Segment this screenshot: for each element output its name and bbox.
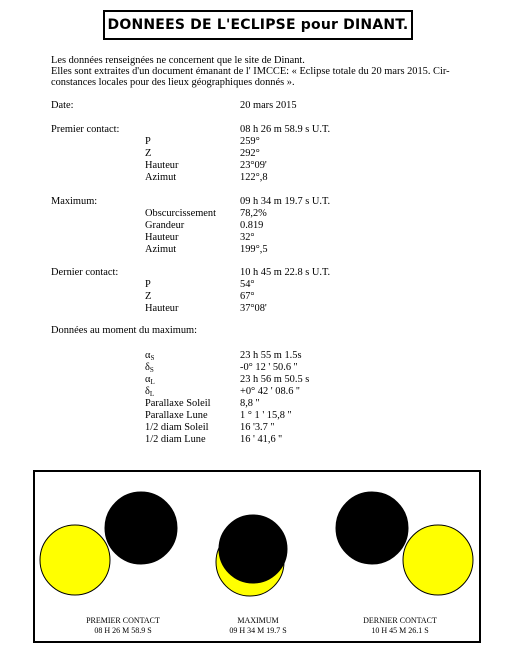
dernier-contact-label: Dernier contact: (51, 267, 119, 278)
parallaxe-soleil-value: 8,8 '' (240, 398, 260, 409)
premier-key: Z (145, 148, 152, 159)
sun-disc-premier (40, 525, 110, 595)
subscript: L (149, 390, 155, 398)
caption-name: MAXIMUM (237, 616, 279, 625)
page-title: DONNEES DE L'ECLIPSE pour DINANT. (103, 10, 413, 40)
dernier-value: 67° (240, 291, 255, 302)
maximum-value: 199°,5 (240, 244, 268, 255)
premier-value: 23°09' (240, 160, 267, 171)
alpha-l-value: 23 h 56 m 50.5 s (240, 374, 310, 385)
maximum-key: Hauteur (145, 232, 179, 243)
premier-value: 122°,8 (240, 172, 268, 183)
subscript: S (150, 354, 155, 362)
caption-time: 09 H 34 M 19.7 S (229, 625, 287, 635)
intro-text (51, 55, 451, 89)
subscript: S (149, 366, 154, 374)
premier-contact-label: Premier contact: (51, 124, 120, 135)
premier-key: P (145, 136, 151, 147)
dernier-key: Hauteur (145, 303, 179, 314)
dernier-key: P (145, 279, 151, 290)
caption-maximum (203, 616, 313, 635)
maximum-key: Grandeur (145, 220, 185, 231)
premier-contact-time: 08 h 26 m 58.9 s U.T. (240, 124, 331, 135)
moon-disc-dernier (336, 492, 408, 564)
intro-line: Les données renseignées ne concernent que le site de Dinant. (51, 55, 305, 66)
caption-time: 10 H 45 M 26.1 S (371, 625, 429, 635)
maximum-key: Azimut (145, 244, 177, 255)
moon-disc-premier (105, 492, 177, 564)
caption-name: PREMIER CONTACT (86, 616, 160, 625)
demi-diam-lune-value: 16 ' 41,6 '' (240, 434, 282, 445)
caption-time: 08 H 26 M 58.9 S (94, 625, 152, 635)
caption-premier-contact (68, 616, 178, 635)
caption-dernier-contact (345, 616, 455, 635)
parallaxe-soleil-label: Parallaxe Soleil (145, 398, 211, 409)
demi-diam-soleil-label: 1/2 diam Soleil (145, 422, 209, 433)
subscript: L (150, 378, 155, 386)
eclipse-diagram (33, 470, 481, 643)
demi-diam-soleil-value: 16 '3.7 '' (240, 422, 275, 433)
maximum-time: 09 h 34 m 19.7 s U.T. (240, 196, 331, 207)
dernier-contact-time: 10 h 45 m 22.8 s U.T. (240, 267, 331, 278)
maximum-value: 78,2% (240, 208, 267, 219)
caption-name: DERNIER CONTACT (363, 616, 437, 625)
intro-line: Elles sont extraites d'un document émanant de l' IMCCE: « Eclipse totale du 20 mars 2015. Cir- (51, 66, 450, 78)
demi-diam-lune-label: 1/2 diam Lune (145, 434, 206, 445)
parallaxe-lune-label: Parallaxe Lune (145, 410, 208, 421)
maximum-value: 0.819 (240, 220, 264, 231)
maximum-value: 32° (240, 232, 255, 243)
parallaxe-lune-value: 1 ° 1 ' 15,8 '' (240, 410, 292, 421)
sun-disc-dernier (403, 525, 473, 595)
dernier-value: 37°08' (240, 303, 267, 314)
symbol: α (145, 350, 151, 361)
premier-key: Hauteur (145, 160, 179, 171)
symbol: α (145, 374, 151, 385)
date-value: 20 mars 2015 (240, 100, 297, 111)
premier-key: Azimut (145, 172, 177, 183)
maximum-key: Obscurcissement (145, 208, 216, 219)
date-label: Date: (51, 100, 74, 111)
premier-value: 259° (240, 136, 260, 147)
dernier-key: Z (145, 291, 152, 302)
alpha-s-value: 23 h 55 m 1.5s (240, 350, 302, 361)
intro-line: constances locales pour des lieux géographiques donnés ». (51, 77, 295, 89)
premier-value: 292° (240, 148, 260, 159)
moon-disc-maximum (219, 515, 287, 583)
symbol: δ (145, 362, 150, 373)
maximum-label: Maximum: (51, 196, 98, 207)
delta-s-value: -0° 12 ' 50.6 '' (240, 362, 298, 373)
dernier-value: 54° (240, 279, 255, 290)
symbol: δ (145, 386, 150, 397)
delta-l-value: +0° 42 ' 08.6 '' (240, 386, 300, 397)
donnees-label: Données au moment du maximum: (51, 325, 198, 336)
